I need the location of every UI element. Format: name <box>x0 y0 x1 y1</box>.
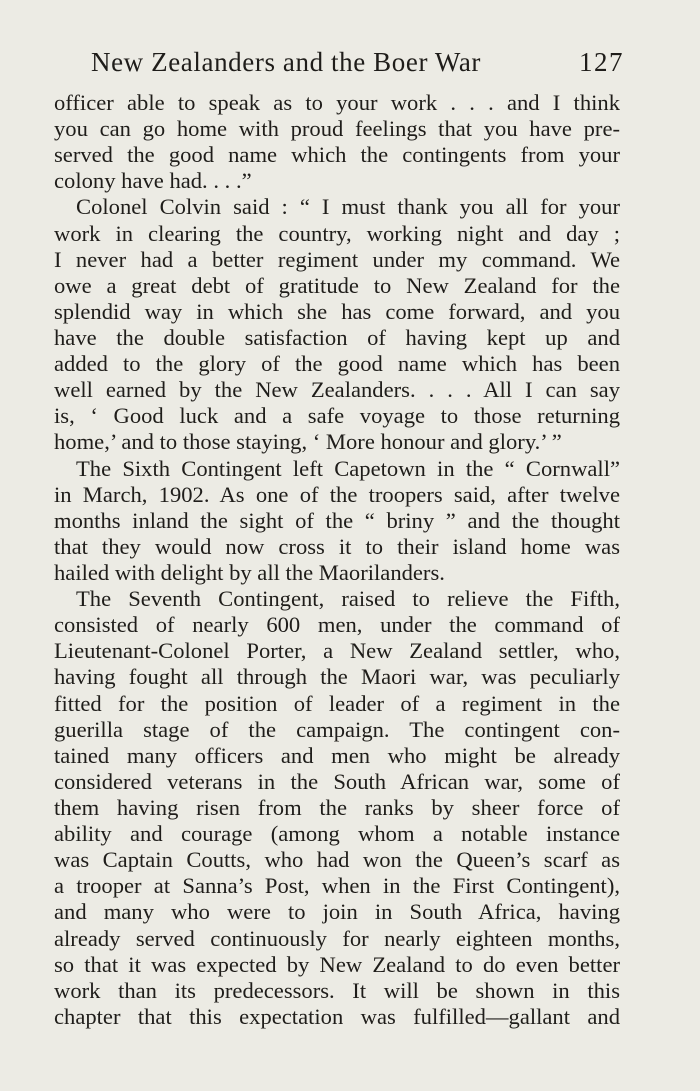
text-line: having fought all through the Maori war, was peculiarly <box>54 664 620 690</box>
text-line: The Sixth Contingent left Capetown in the “ Cornwall” <box>76 455 620 481</box>
text-line: well earned by the New Zealanders. . . . All I can say <box>54 377 620 403</box>
text-line: chapter that this expectation was fulfilled—gallant and <box>54 1003 620 1029</box>
page-number: 127 <box>579 47 624 77</box>
text-line: was Captain Coutts, who had won the Queen’s scarf as <box>54 847 620 873</box>
text-line: so that it was expected by New Zealand to do even better <box>54 951 620 977</box>
text-line: guerilla stage of the campaign. The contingent con- <box>54 716 620 742</box>
text-line: splendid way in which she has come forward, and you <box>54 298 620 324</box>
text-line: tained many officers and men who might be already <box>54 742 620 768</box>
text-line: them having risen from the ranks by sheer force of <box>54 794 620 820</box>
text-line: owe a great debt of gratitude to New Zealand for the <box>54 272 620 298</box>
text-line: that they would now cross it to their island home was <box>54 533 620 559</box>
text-line: considered veterans in the South African war, some of <box>54 768 620 794</box>
running-head <box>54 44 624 80</box>
text-line: and many who were to join in South Africa, having <box>54 899 620 925</box>
text-line: Colonel Colvin said : “ I must thank you all for your <box>76 194 620 220</box>
text-line: in March, 1902. As one of the troopers said, after twelve <box>54 481 620 507</box>
text-line: officer able to speak as to your work . . . and I think <box>54 90 620 115</box>
text-line: work in clearing the country, working night and day ; <box>54 220 620 246</box>
text-line: consisted of nearly 600 men, under the command of <box>54 612 620 638</box>
text-line: The Seventh Contingent, raised to relieve the Fifth, <box>76 586 620 612</box>
text-line: work than its predecessors. It will be shown in this <box>54 977 620 1003</box>
text-line: I never had a better regiment under my command. We <box>54 246 620 272</box>
text-line: ability and courage (among whom a notable instance <box>54 821 620 847</box>
text-line: Lieutenant-Colonel Porter, a New Zealand settler, who, <box>54 638 620 664</box>
body-text <box>54 90 620 1030</box>
text-line: added to the glory of the good name which has been <box>54 351 620 377</box>
text-line: fitted for the position of leader of a regiment in the <box>54 690 620 716</box>
text-line: a trooper at Sanna’s Post, when in the First Contingent), <box>54 873 620 899</box>
text-line: colony have had. . . .” <box>54 168 252 194</box>
text-line: hailed with delight by all the Maorilanders. <box>54 559 445 585</box>
text-line: have the double satisfaction of having kept up and <box>54 324 620 350</box>
text-line: months inland the sight of the “ briny ” and the thought <box>54 507 620 533</box>
text-line: already served continuously for nearly eighteen months, <box>54 925 620 951</box>
text-line: is, ‘ Good luck and a safe voyage to those returning <box>54 403 620 429</box>
text-line: home,’ and to those staying, ‘ More honour and glory.’ ” <box>54 429 562 455</box>
running-head-title: New Zealanders and the Boer War <box>91 47 482 77</box>
text-line: you can go home with proud feelings that you have pre- <box>54 116 620 142</box>
text-line: served the good name which the contingents from your <box>54 142 620 168</box>
